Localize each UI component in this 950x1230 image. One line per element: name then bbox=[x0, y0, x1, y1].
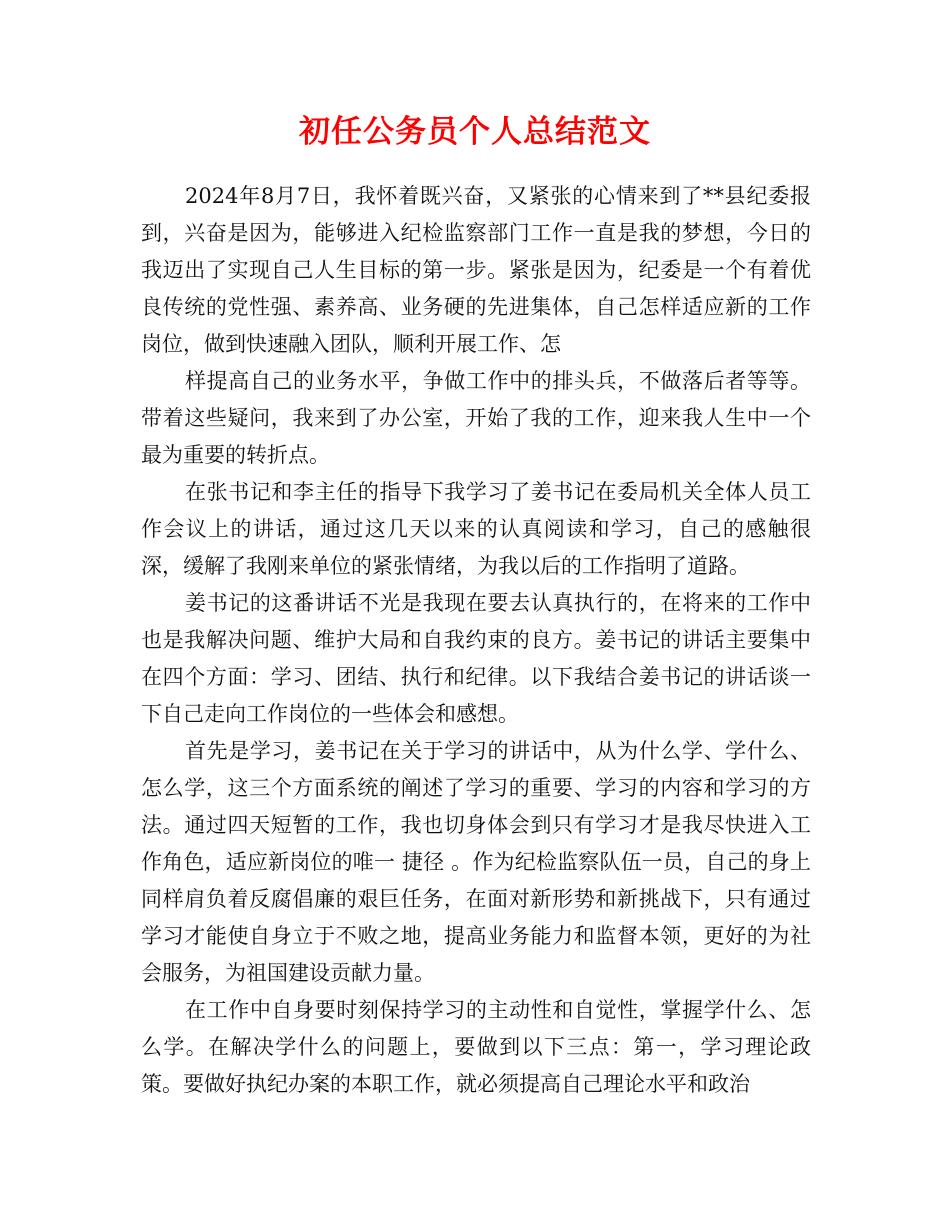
paragraph-1: 2024年8月7日，我怀着既兴奋，又紧张的心情来到了**县纪委报到，兴奋是因为，能够进入纪检监察部门工作一直是我的梦想，今日的我迈出了实现自己人生目标的第一步。紧张是因为，纪委是一个有着优良传统的党性强、素养高、业务硬的先进集体，自己怎样适应新的工作岗位，做到快速融入团队，顺利开展工作、怎 bbox=[141, 184, 811, 356]
paragraph-6: 在工作中自身要时刻保持学习的主动性和自觉性，掌握学什么、怎么学。在解决学什么的问题上，要做到以下三点：第一，学习理论政策。要做好执纪办案的本职工作，就必须提高自己理论水平和政治 bbox=[141, 998, 811, 1096]
document-body bbox=[141, 178, 811, 1103]
document-title: 初任公务员个人总结范文 bbox=[299, 114, 651, 150]
paragraph-4: 姜书记的这番讲话不光是我现在要去认真执行的，在将来的工作中也是我解决问题、维护大局和自我约束的良方。姜书记的讲话主要集中在四个方面：学习、团结、执行和纪律。以下我结合姜书记的讲话谈一下自己走向工作岗位的一些体会和感想。 bbox=[141, 591, 811, 726]
paragraph-2: 样提高自己的业务水平，争做工作中的排头兵，不做落后者等等。带着这些疑问，我来到了办公室，开始了我的工作，迎来我人生中一个最为重要的转折点。 bbox=[141, 369, 811, 467]
paragraph-3: 在张书记和李主任的指导下我学习了姜书记在委局机关全体人员工作会议上的讲话，通过这几天以来的认真阅读和学习，自己的感触很深，缓解了我刚来单位的紧张情绪，为我以后的工作指明了道路。 bbox=[141, 480, 811, 578]
paragraph-5: 首先是学习，姜书记在关于学习的讲话中，从为什么学、学什么、怎么学，这三个方面系统的阐述了学习的重要、学习的内容和学习的方法。通过四天短暂的工作，我也切身体会到只有学习才是我尽快进入工作角色，适应新岗位的唯一 捷径 。作为纪检监察队伍一员，自己的身上同样肩负着反腐倡廉的艰巨任务，在面对新形势和新挑战下，只有通过学习才能使自身立于不败之地，提高业务能力和监督本领，更好的为社会服务，为祖国建设贡献力量。 bbox=[141, 739, 811, 985]
